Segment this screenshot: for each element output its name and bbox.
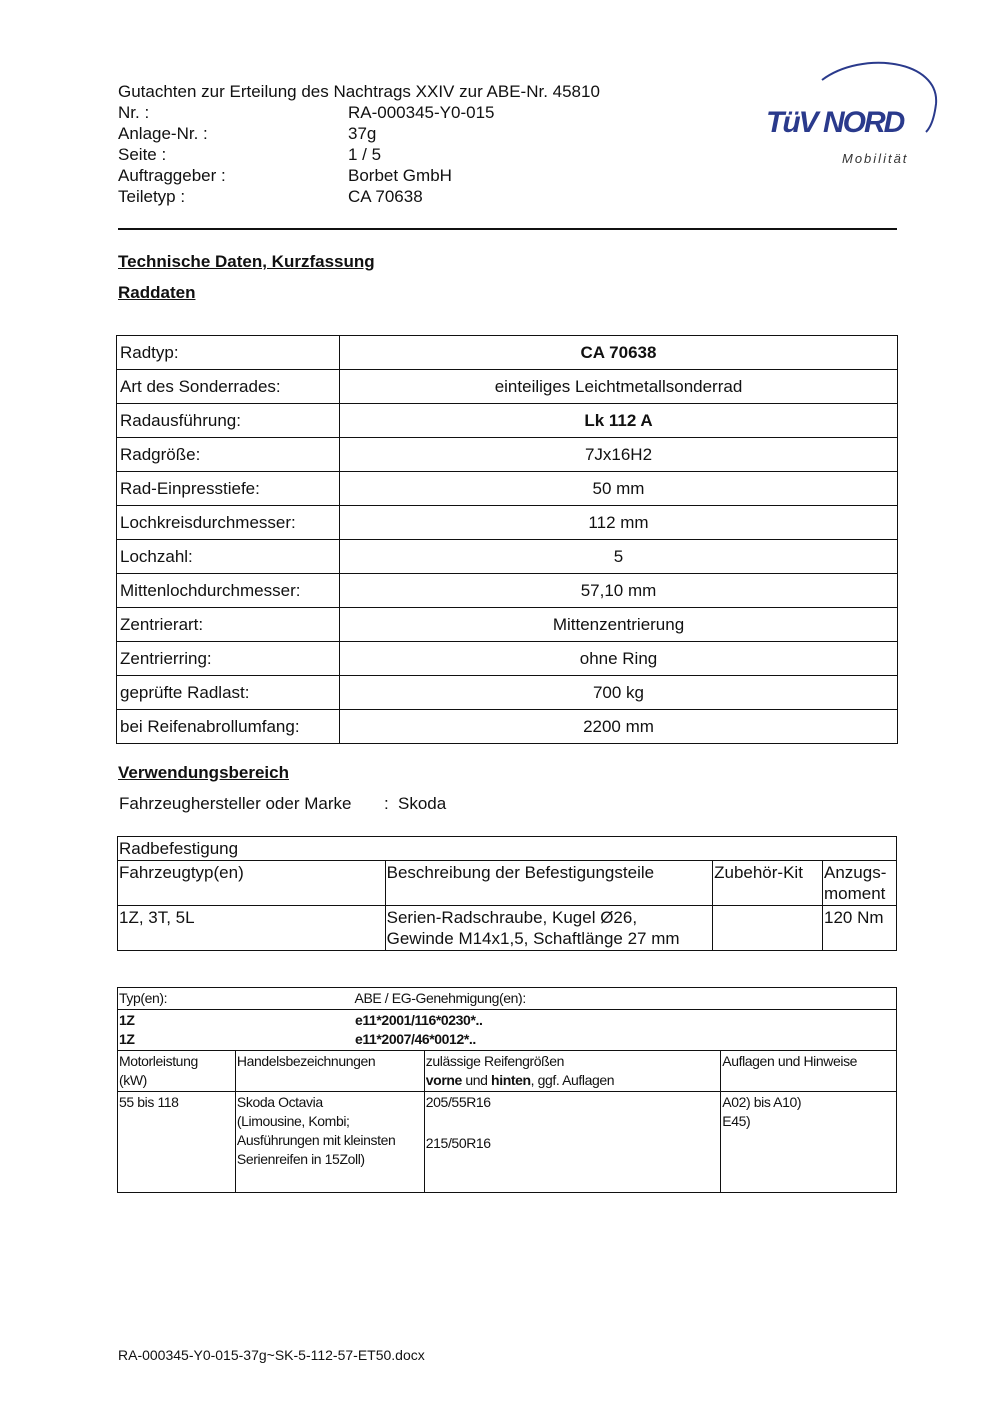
raddaten-label: geprüfte Radlast: (117, 676, 340, 710)
table-row (118, 988, 897, 1010)
table-row (117, 336, 898, 370)
table-row (118, 1092, 897, 1193)
raddaten-table (116, 335, 898, 744)
row-reifen (424, 1092, 720, 1193)
type-code: 1Z (119, 1012, 135, 1028)
raddaten-label: Radausführung: (117, 404, 340, 438)
table-row (117, 574, 898, 608)
raddaten-label: Radtyp: (117, 336, 340, 370)
logo-subtitle: Mobilität (842, 151, 909, 166)
table-row (117, 710, 898, 744)
handel-line: Ausführungen mit kleinsten (236, 1132, 396, 1148)
type-line (119, 1030, 895, 1049)
table-row (117, 472, 898, 506)
table-row (117, 370, 898, 404)
type-abe: e11*2001/116*0230*.. (355, 1012, 483, 1028)
header-divider (118, 228, 897, 230)
field-value-teiletyp: CA 70638 (348, 187, 423, 206)
table-row (117, 540, 898, 574)
befest-kit (713, 906, 823, 951)
befest-beschreibung-line: Serien-Radschraube, Kugel Ø26, (386, 908, 638, 927)
raddaten-value: 5 (340, 540, 898, 574)
header-reifen-rest: , ggf. Auflagen (530, 1072, 615, 1088)
table-row (118, 1010, 897, 1051)
type-line (119, 1011, 895, 1030)
hersteller-value: Skoda (398, 794, 447, 813)
radbefestigung-title: Radbefestigung (118, 837, 897, 861)
header-reifen-sub (426, 1071, 719, 1090)
auflagen-line: E45) (722, 1113, 751, 1129)
radbefestigung-table (117, 836, 897, 951)
header-motorleistung (118, 1051, 236, 1092)
header-reifen-line: zulässige Reifengrößen (425, 1053, 565, 1069)
table-row (118, 861, 897, 906)
auflagen-line: A02) bis A10) (722, 1094, 802, 1110)
table-row (117, 608, 898, 642)
raddaten-label: Art des Sonderrades: (117, 370, 340, 404)
raddaten-label: Lochzahl: (117, 540, 340, 574)
hersteller-separator: : (384, 794, 389, 813)
type-abe: e11*2007/46*0012*.. (355, 1031, 476, 1047)
raddaten-value: 57,10 mm (340, 574, 898, 608)
field-label-teiletyp: Teiletyp : (118, 187, 186, 206)
handel-line: Serienreifen in 15Zoll) (236, 1151, 365, 1167)
field-value-anlage: 37g (348, 124, 377, 143)
footer-filename: RA-000345-Y0-015-37g~SK-5-112-57-ET50.docx (118, 1347, 425, 1363)
field-label-auftraggeber: Auftraggeber : (118, 166, 226, 185)
header-reifen-und: und (461, 1072, 492, 1088)
table-row (117, 676, 898, 710)
logo-brand: TüV NORD (766, 106, 904, 139)
type-code: 1Z (119, 1031, 135, 1047)
raddaten-value: 2200 mm (340, 710, 898, 744)
table-row (118, 837, 897, 861)
table-row (117, 438, 898, 472)
header-motor-line: Motorleistung (119, 1053, 198, 1069)
field-value-auftraggeber: Borbet GmbH (348, 166, 452, 185)
abe-label: ABE / EG-Genehmigung(en): (354, 990, 526, 1006)
raddaten-value: 7Jx16H2 (340, 438, 898, 472)
header-fahrzeugtyp: Fahrzeugtyp(en) (118, 861, 386, 906)
table-row (117, 642, 898, 676)
heading-verwendungsbereich: Verwendungsbereich (118, 763, 289, 782)
raddaten-label: Zentrierart: (117, 608, 340, 642)
table-row (117, 404, 898, 438)
raddaten-value: CA 70638 (340, 336, 898, 370)
raddaten-value: 50 mm (340, 472, 898, 506)
header-handelsbezeichnungen: Handelsbezeichnungen (235, 1051, 424, 1092)
header-reifen-hinten: hinten (491, 1072, 531, 1088)
raddaten-label: Radgröße: (117, 438, 340, 472)
raddaten-value: ohne Ring (340, 642, 898, 676)
typ-label: Typ(en): (119, 990, 168, 1006)
reifen-size: 215/50R16 (425, 1135, 491, 1151)
heading-technische-daten: Technische Daten, Kurzfassung (118, 252, 375, 271)
hersteller-label: Fahrzeughersteller oder Marke (119, 794, 352, 813)
raddaten-value: 700 kg (340, 676, 898, 710)
raddaten-value: Lk 112 A (340, 404, 898, 438)
field-value-seite: 1 / 5 (348, 145, 382, 164)
typen-table (117, 987, 897, 1193)
table-row (118, 906, 897, 951)
raddaten-value: 112 mm (340, 506, 898, 540)
field-label-nr: Nr. : (118, 103, 150, 122)
header-anzugs: Anzugs- (824, 863, 887, 882)
table-row (117, 506, 898, 540)
handel-line: Skoda Octavia (236, 1094, 323, 1110)
raddaten-label: Lochkreisdurchmesser: (117, 506, 340, 540)
befest-typ: 1Z, 3T, 5L (118, 906, 386, 951)
header-zubehoer-kit: Zubehör-Kit (713, 861, 823, 906)
befest-beschreibung-line: Gewinde M14x1,5, Schaftlänge 27 mm (386, 929, 680, 948)
raddaten-value: Mittenzentrierung (340, 608, 898, 642)
field-label-anlage: Anlage-Nr. : (118, 124, 208, 143)
heading-raddaten: Raddaten (118, 283, 196, 302)
field-value-nr: RA-000345-Y0-015 (348, 103, 495, 122)
befest-beschreibung (385, 906, 712, 951)
header-reifen-vorne: vorne (425, 1072, 462, 1088)
raddaten-label: Mittenlochdurchmesser: (117, 574, 340, 608)
raddaten-label: Rad-Einpresstiefe: (117, 472, 340, 506)
typen-types-row (118, 1010, 897, 1051)
befest-moment: 120 Nm (823, 906, 897, 951)
raddaten-label: bei Reifenabrollumfang: (117, 710, 340, 744)
header-reifengroessen (424, 1051, 720, 1092)
row-motor: 55 bis 118 (118, 1092, 236, 1193)
typen-header-row (118, 988, 897, 1010)
header-beschreibung: Beschreibung der Befestigungsteile (385, 861, 712, 906)
tuv-nord-logo (762, 58, 942, 178)
header-anzugsmoment (823, 861, 897, 906)
header-auflagen: Auflagen und Hinweise (721, 1051, 897, 1092)
handel-line: (Limousine, Kombi; (236, 1113, 350, 1129)
header-moment: moment (824, 884, 886, 903)
raddaten-label: Zentrierring: (117, 642, 340, 676)
row-handel (235, 1092, 424, 1193)
field-label-seite: Seite : (118, 145, 167, 164)
reifen-size: 205/55R16 (425, 1094, 491, 1110)
header-motor-unit: (kW) (119, 1072, 147, 1088)
row-auflagen (721, 1092, 897, 1193)
report-title: Gutachten zur Erteilung des Nachtrags XXIV zur ABE-Nr. 45810 (118, 82, 600, 101)
raddaten-value: einteiliges Leichtmetallsonderrad (340, 370, 898, 404)
table-row (118, 1051, 897, 1092)
